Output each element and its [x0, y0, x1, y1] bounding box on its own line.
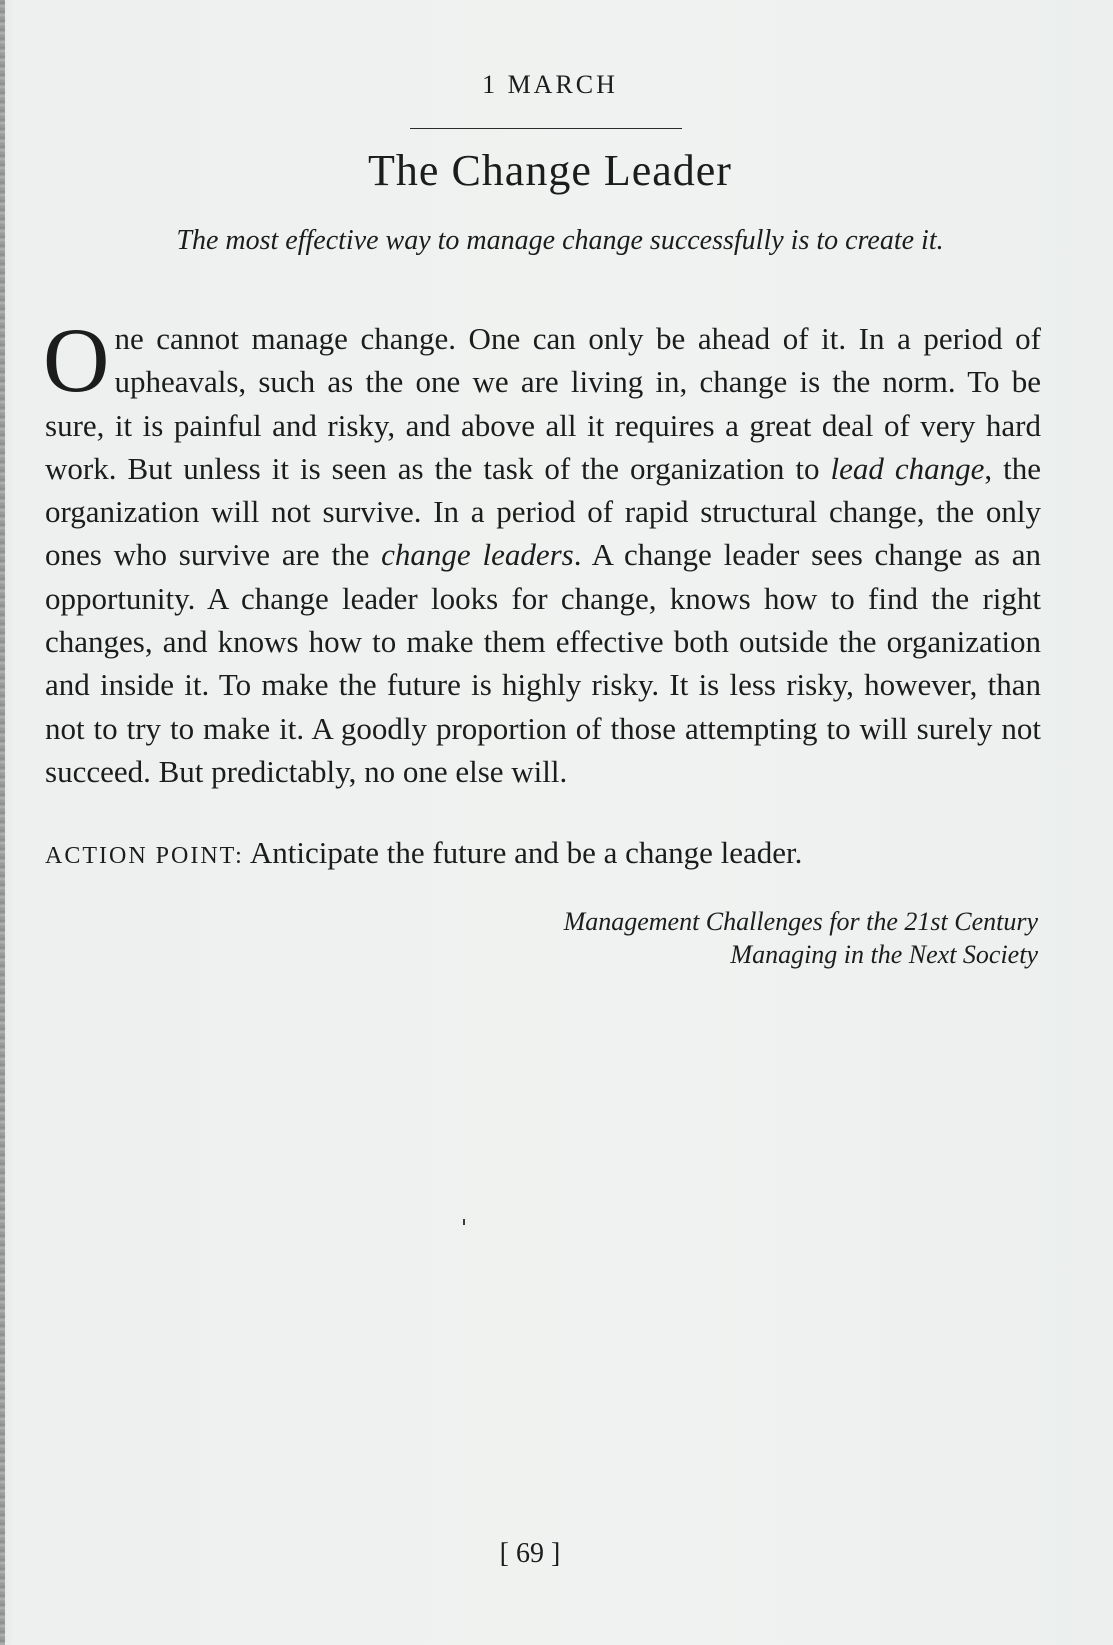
- body-text-segment: ne cannot manage change. One can only be ahead of it. In a period of upheavals, such as the one we are living in, change is the norm. To be sure, it is painful and risky, and above all it requires a great deal of very hard work. But unless it is seen as the task of the organization to: [45, 321, 1041, 486]
- source-citation: Management Challenges for the 21st Century: [563, 907, 1038, 936]
- header-divider: [410, 128, 682, 129]
- drop-cap: O: [43, 309, 110, 411]
- page-title: The Change Leader: [368, 146, 732, 195]
- page-number: [ 69 ]: [499, 1538, 561, 1569]
- source-citation: Managing in the Next Society: [730, 940, 1038, 969]
- action-point-text: Anticipate the future and be a change leader.: [243, 835, 803, 870]
- page-date: 1 MARCH: [482, 70, 618, 99]
- action-point-label: ACTION POINT:: [45, 843, 244, 869]
- body-emphasis-change-leaders: change leaders: [381, 537, 574, 573]
- paper-speck: [463, 1219, 465, 1225]
- epigraph: The most effective way to manage change successfully is to create it.: [176, 225, 944, 256]
- source-citations: [338, 905, 1038, 971]
- body-text-segment: , the organization will not survive. In a period of rapid structural change, the only ones who survive are the: [45, 450, 1042, 573]
- body-text-segment: . A change leader sees change as an opportunity. A change leader looks for change, knows how to find the right changes, and knows how to make them effective both outside the organization and inside it. To make the future is highly risky. It is less risky, however, than not to try to make it. A goodly proportion of those attempting to will surely not succeed. But predictably, no one else will.: [45, 537, 1042, 789]
- action-point: [45, 835, 1045, 871]
- body-paragraph: [43, 309, 1042, 793]
- page-spine-edge: [0, 0, 5, 1645]
- body-emphasis-lead-change: lead change: [830, 450, 985, 486]
